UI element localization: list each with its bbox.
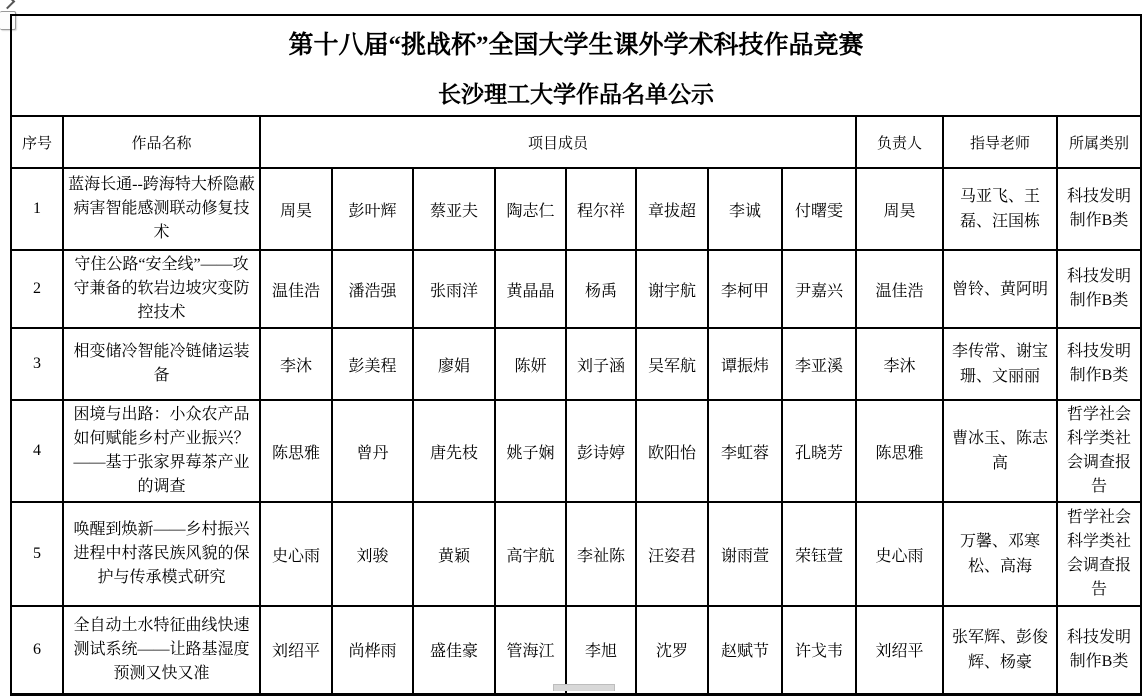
row-index: 2 <box>11 250 63 328</box>
member-name: 章拔超 <box>636 168 708 250</box>
member-name: 彭诗婷 <box>566 400 636 502</box>
advisor-names: 张军辉、彭俊辉、杨豪 <box>943 606 1057 694</box>
row-index: 6 <box>11 606 63 694</box>
member-name: 黄颖 <box>413 502 495 606</box>
member-name: 谢宇航 <box>636 250 708 328</box>
arrow-icon <box>0 0 15 9</box>
member-name: 汪姿君 <box>636 502 708 606</box>
member-name: 蔡亚夫 <box>413 168 495 250</box>
member-name: 史心雨 <box>260 502 332 606</box>
member-name: 李虹蓉 <box>708 400 782 502</box>
table-row <box>11 400 1141 502</box>
leader-name: 刘绍平 <box>856 606 943 694</box>
member-name: 彭美程 <box>332 328 413 400</box>
member-name: 吴军航 <box>636 328 708 400</box>
advisor-names: 马亚飞、王磊、汪国栋 <box>943 168 1057 250</box>
member-name: 孔晓芳 <box>782 400 856 502</box>
member-name: 刘骏 <box>332 502 413 606</box>
table-row <box>11 250 1141 328</box>
member-name: 李诚 <box>708 168 782 250</box>
document-title <box>11 15 1141 116</box>
member-name: 潘浩强 <box>332 250 413 328</box>
title-line-1: 第十八届“挑战杯”全国大学生课外学术科技作品竞赛 <box>288 31 864 59</box>
member-name: 彭叶辉 <box>332 168 413 250</box>
table-row <box>11 328 1141 400</box>
header-work: 作品名称 <box>63 116 260 168</box>
category-label: 哲学社会科学类社会调查报告 <box>1057 400 1141 502</box>
works-table <box>10 14 1142 696</box>
work-title: 唤醒到焕新——乡村振兴进程中村落民族风貌的保护与传承模式研究 <box>63 502 260 606</box>
row-index: 5 <box>11 502 63 606</box>
member-name: 刘绍平 <box>260 606 332 694</box>
title-line-2: 长沙理工大学作品名单公示 <box>438 81 714 107</box>
member-name: 高宇航 <box>495 502 566 606</box>
header-leader: 负责人 <box>856 116 943 168</box>
member-name: 陈思雅 <box>260 400 332 502</box>
leader-name: 周昊 <box>856 168 943 250</box>
member-name: 李柯甲 <box>708 250 782 328</box>
member-name: 曾丹 <box>332 400 413 502</box>
leader-name: 李沐 <box>856 328 943 400</box>
member-name: 李亚溪 <box>782 328 856 400</box>
header-index: 序号 <box>11 116 63 168</box>
member-name: 谭振炜 <box>708 328 782 400</box>
title-row <box>11 15 1141 116</box>
member-name: 黄晶晶 <box>495 250 566 328</box>
header-category: 所属类别 <box>1057 116 1141 168</box>
work-title: 相变储冷智能冷链储运装备 <box>63 328 260 400</box>
work-title: 蓝海长通--跨海特大桥隐蔽病害智能感测联动修复技术 <box>63 168 260 250</box>
member-name: 姚子娴 <box>495 400 566 502</box>
advisor-names: 李传常、谢宝珊、文丽丽 <box>943 328 1057 400</box>
member-name: 管海江 <box>495 606 566 694</box>
member-name: 尹嘉兴 <box>782 250 856 328</box>
member-name: 欧阳怡 <box>636 400 708 502</box>
header-members: 项目成员 <box>260 116 856 168</box>
member-name: 张雨洋 <box>413 250 495 328</box>
member-name: 唐先枝 <box>413 400 495 502</box>
member-name: 程尔祥 <box>566 168 636 250</box>
member-name: 沈罗 <box>636 606 708 694</box>
category-label: 科技发明制作B类 <box>1057 606 1141 694</box>
member-name: 盛佳豪 <box>413 606 495 694</box>
category-label: 科技发明制作B类 <box>1057 168 1141 250</box>
advisor-names: 曹冰玉、陈志高 <box>943 400 1057 502</box>
table-row <box>11 502 1141 606</box>
member-name: 温佳浩 <box>260 250 332 328</box>
row-index: 1 <box>11 168 63 250</box>
member-name: 陈妍 <box>495 328 566 400</box>
work-title: 困境与出路：小众农产品如何赋能乡村产业振兴？——基于张家界莓茶产业的调查 <box>63 400 260 502</box>
member-name: 许戈韦 <box>782 606 856 694</box>
member-name: 付曙雯 <box>782 168 856 250</box>
row-index: 4 <box>11 400 63 502</box>
table-row <box>11 168 1141 250</box>
member-name: 赵赋节 <box>708 606 782 694</box>
member-name: 廖娟 <box>413 328 495 400</box>
table-body <box>11 15 1141 694</box>
category-label: 科技发明制作B类 <box>1057 328 1141 400</box>
work-title: 全自动土水特征曲线快速测试系统——让路基湿度预测又快又准 <box>63 606 260 694</box>
advisor-names: 万馨、邓寒松、高海 <box>943 502 1057 606</box>
member-name: 荣钰萱 <box>782 502 856 606</box>
member-name: 李祉陈 <box>566 502 636 606</box>
header-advisor: 指导老师 <box>943 116 1057 168</box>
member-name: 陶志仁 <box>495 168 566 250</box>
category-label: 科技发明制作B类 <box>1057 250 1141 328</box>
table-row <box>11 606 1141 694</box>
member-name: 李沐 <box>260 328 332 400</box>
advisor-names: 曾铃、黄阿明 <box>943 250 1057 328</box>
leader-name: 陈思雅 <box>856 400 943 502</box>
member-name: 李旭 <box>566 606 636 694</box>
member-name: 周昊 <box>260 168 332 250</box>
member-name: 谢雨萱 <box>708 502 782 606</box>
member-name: 尚桦雨 <box>332 606 413 694</box>
leader-name: 史心雨 <box>856 502 943 606</box>
row-index: 3 <box>11 328 63 400</box>
header-row <box>11 116 1141 168</box>
member-name: 刘子涵 <box>566 328 636 400</box>
category-label: 哲学社会科学类社会调查报告 <box>1057 502 1141 606</box>
leader-name: 温佳浩 <box>856 250 943 328</box>
member-name: 杨禹 <box>566 250 636 328</box>
work-title: 守住公路“安全线”——攻守兼备的软岩边坡灾变防控技术 <box>63 250 260 328</box>
